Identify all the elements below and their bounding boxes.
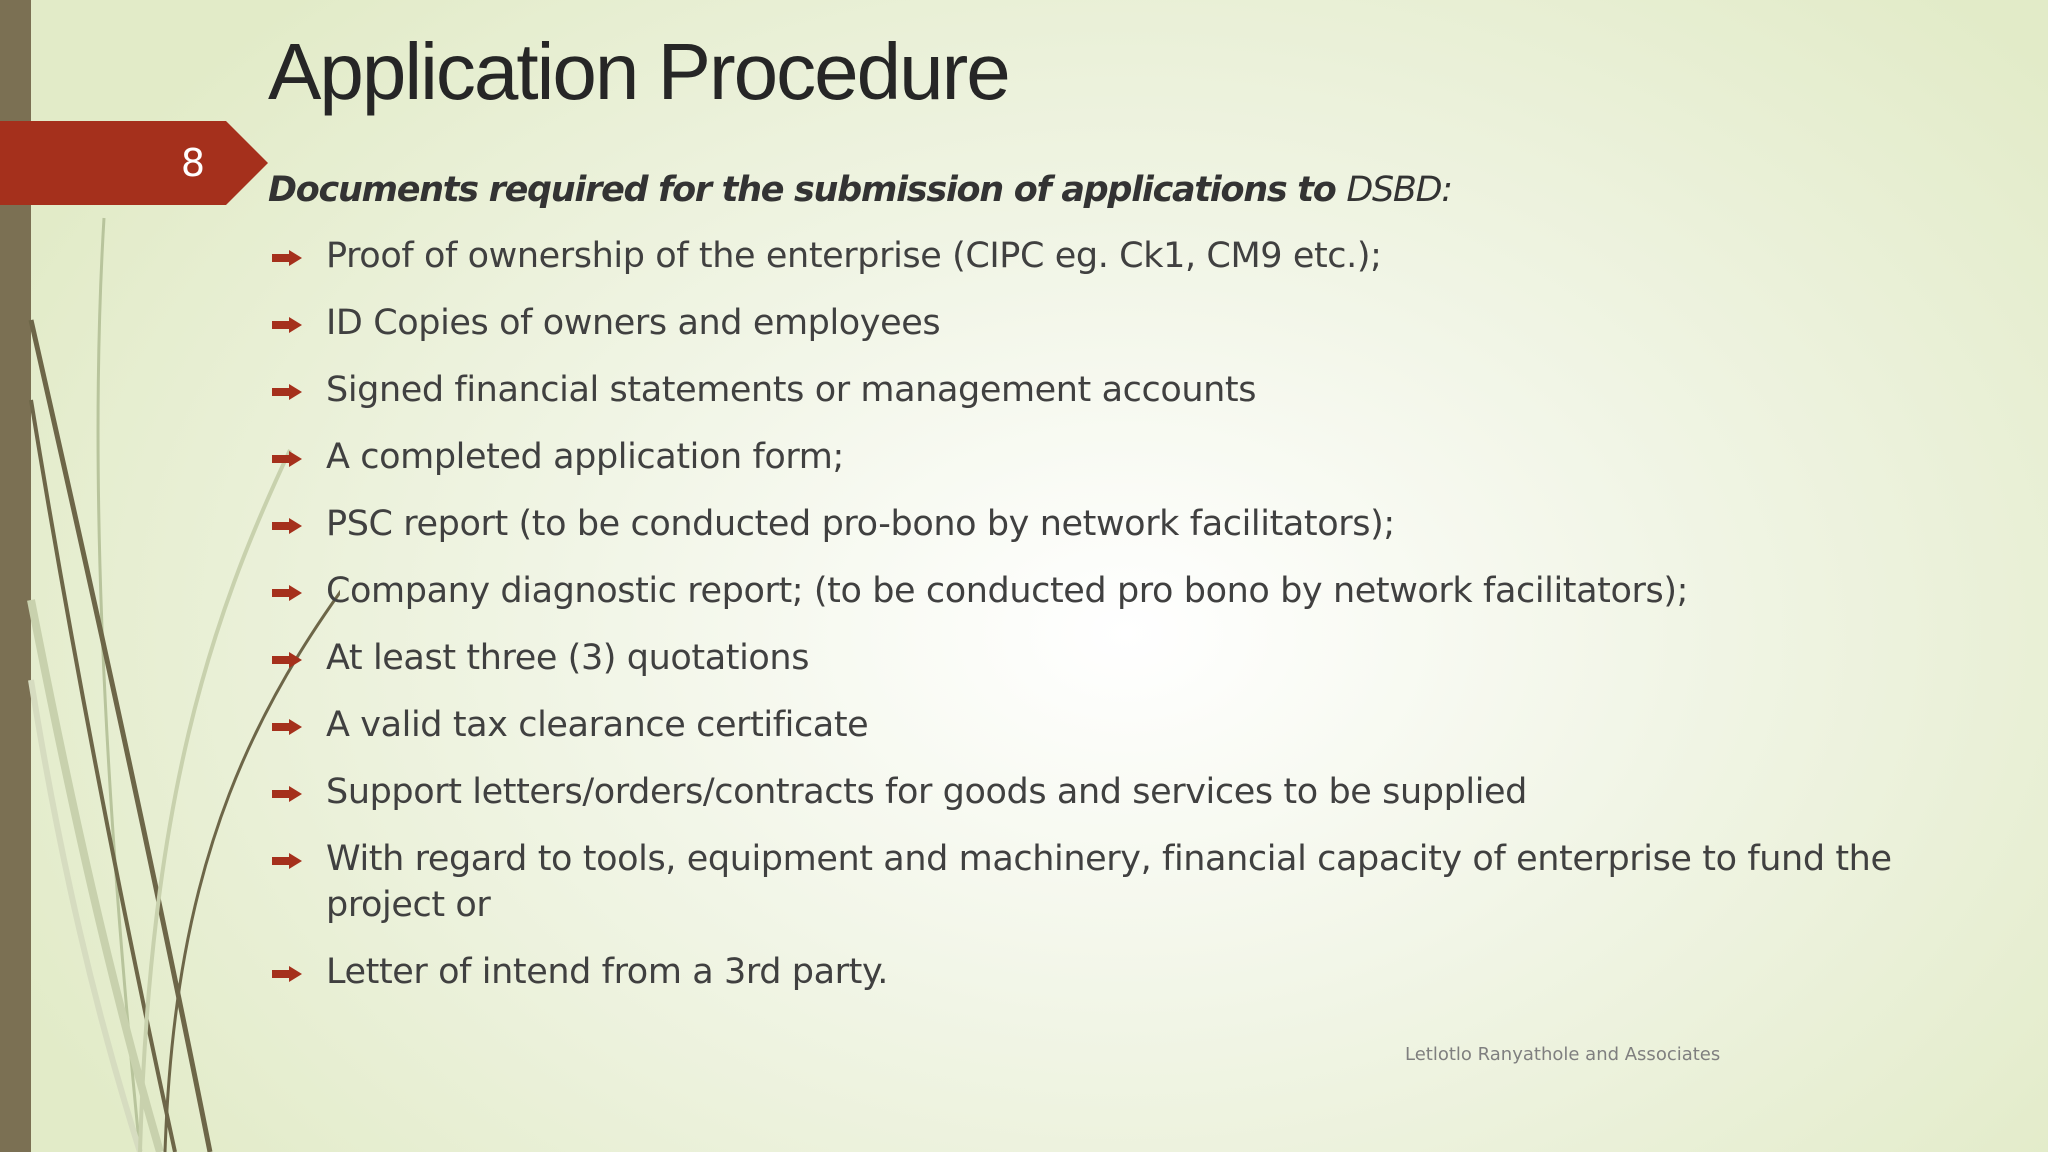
subtitle-plain-text: DSBD: (1346, 170, 1452, 210)
arrow-bullet-icon (272, 652, 302, 668)
bullet-text: A valid tax clearance certificate (326, 705, 869, 745)
arrow-bullet-icon (272, 786, 302, 802)
bullet-text: A completed application form; (326, 437, 844, 477)
bullet-text: At least three (3) quotations (326, 638, 810, 678)
bullet-item (268, 702, 1908, 748)
bullet-item (268, 568, 1908, 614)
bullet-item (268, 367, 1908, 413)
arrow-bullet-icon (272, 853, 302, 869)
arrow-bullet-icon (272, 384, 302, 400)
bullet-list (268, 233, 1908, 1016)
bullet-text: Support letters/orders/contracts for goods and services to be supplied (326, 772, 1527, 812)
bullet-text: Company diagnostic report; (to be conducted pro bono by network facilitators); (326, 571, 1688, 611)
bullet-item (268, 769, 1908, 815)
bullet-text: PSC report (to be conducted pro-bono by network facilitators); (326, 504, 1395, 544)
slide-subtitle (268, 170, 1452, 210)
bullet-text: Letter of intend from a 3rd party. (326, 952, 889, 992)
arrow-bullet-icon (272, 585, 302, 601)
arrow-bullet-icon (272, 966, 302, 982)
bullet-item (268, 949, 1908, 995)
bullet-item (268, 300, 1908, 346)
arrow-bullet-icon (272, 518, 302, 534)
arrow-bullet-icon (272, 719, 302, 735)
bullet-item (268, 233, 1908, 279)
bullet-text: With regard to tools, equipment and machinery, financial capacity of enterprise to fund the project or (326, 839, 1892, 925)
arrow-bullet-icon (272, 451, 302, 467)
bullet-text: Signed financial statements or management accounts (326, 370, 1257, 410)
bullet-text: ID Copies of owners and employees (326, 303, 941, 343)
slide-number: 8 (180, 141, 206, 185)
bullet-item (268, 501, 1908, 547)
slide-footer: Letlotlo Ranyathole and Associates (1405, 1044, 1721, 1065)
bullet-text: Proof of ownership of the enterprise (CIPC eg. Ck1, CM9 etc.); (326, 236, 1382, 276)
slide-title: Application Procedure (268, 27, 1009, 116)
bullet-item (268, 434, 1908, 480)
subtitle-bold-text: Documents required for the submission of applications to (268, 170, 1347, 210)
slide-number-tab (0, 121, 268, 205)
arrow-bullet-icon (272, 317, 302, 333)
bullet-item (268, 836, 1908, 928)
arrow-bullet-icon (272, 250, 302, 266)
bullet-item (268, 635, 1908, 681)
